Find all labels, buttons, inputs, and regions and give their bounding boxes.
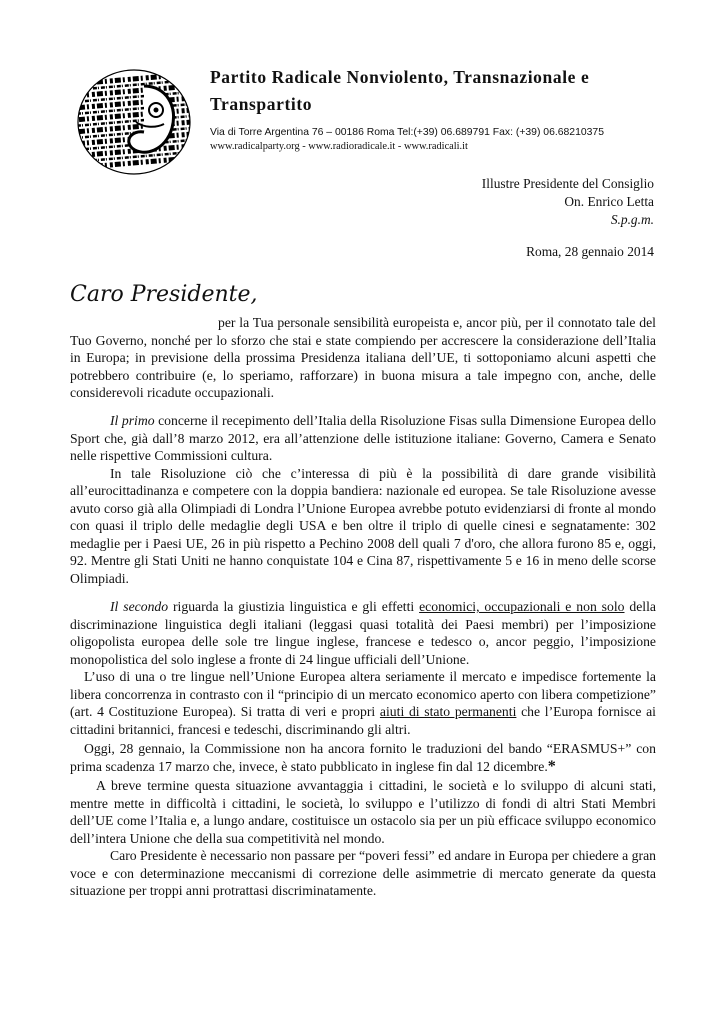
paragraph-5: [70, 668, 656, 738]
paragraph-3: In tale Risoluzione ciò che c’interessa di più è la possibilità di dare grande visibilità all’eurocittadinanza e competere con la doppia bandiera: nazionale ed europea. Se tale Risoluzione avesse avuto corso già alla Olimpiadi di Londra l’Unione Europea avrebbe potuto evidenziarsi di fronte al mondo con quasi il triplo delle medaglie degli USA e ben oltre il triplo di quelle cinesi e segnatamente: 302 medaglie per i Paesi UE, 26 in più rispetto a Pechino 2008 dell quali 7 d'oro, che allora furono 85 e, oggi, 92. Mentre gli Stati Uniti ne hanno conquistate 104 e Cina 87, rispettivamente 5 e 16 in meno delle scorse Olimpiadi.: [70, 465, 656, 586]
lead-second: Il secondo: [110, 599, 169, 614]
organization-websites: www.radicalparty.org - www.radioradicale.it - www.radicali.it: [210, 141, 468, 152]
paragraph-intro: [70, 314, 656, 402]
paragraph-group-language: [70, 598, 656, 900]
recipient-name: On. Enrico Letta: [564, 194, 654, 209]
paragraph-group-sport: [70, 412, 656, 587]
recipient-block: [482, 175, 654, 229]
paragraph-6-text: Oggi, 28 gennaio, la Commissione non ha ancora fornito le traduzioni del bando “ERASMUS+” con prima scadenza 17 marzo che, invece, è stato pubblicato in inglese fin dal 12 dicembre.: [70, 741, 656, 774]
paragraph-4-text-b: della discriminazione linguistica degli italiani (leggasi quasi totalità dei Paesi membri) per l’imposizione oligopolista europea delle sole tre lingue inglese, francese e tedesco o, ancor peggio, l’imposizione monopolistica del solo inglese a fronte di 24 lingue ufficiali dell’Unione.: [70, 599, 656, 667]
footnote-star: *: [547, 757, 556, 775]
paragraph-5-text-b: che l’Europa fornisce ai cittadini britannici, francesi e tedeschi, discriminando gli altri.: [70, 704, 656, 737]
letter-date: Roma, 28 gennaio 2014: [526, 244, 654, 259]
paragraph-4: [70, 598, 656, 668]
lead-first: Il primo: [110, 413, 155, 428]
salutation-text: Caro Presidente,: [70, 282, 258, 307]
organization-address: Via di Torre Argentina 76 – 00186 Roma Tel:(+39) 06.689791 Fax: (+39) 06.68210375: [210, 127, 604, 138]
handwritten-salutation: [70, 275, 258, 311]
paragraph-2-text: concerne il recepimento dell’Italia della Risoluzione Fisas sulla Dimensione Europea dello Sport che, già dall’8 marzo 2012, era all’attenzione delle istituzione italiane: Governo, Camera e Senato nelle rispettive Commissioni cultura.: [70, 413, 656, 463]
recipient-honorific: S.p.g.m.: [610, 212, 654, 227]
radical-party-logo-icon: [74, 66, 192, 178]
paragraph-4-underlined: economici, occupazionali e non solo: [419, 599, 625, 614]
paragraph-2: [70, 412, 656, 465]
paragraph-1: per la Tua personale sensibilità europeista e, ancor più, per il connotato tale del Tuo Governo, nonché per lo sforzo che stai e state compiendo per accrescere la considerazione dell’Italia in Europa; in previsione della prossima Presidenza italiana dell’UE, ti sottoponiamo alcuni aspetti che potrebbero contribuire (e, lo speriamo, rafforzare) in buona misura a tale impegno con, anche, delle considerevoli ricadute occupazionali.: [70, 315, 656, 400]
paragraph-6: [70, 740, 656, 775]
paragraph-5-text-a: L’uso di una o tre lingue nell’Unione Europea altera seriamente il mercato e impedisce fortemente la libera concorrenza in contrasto con il “principio di un mercato economico aperto con libera competizione” (art. 4 Costituzione Europea). Si tratta di veri e propri: [70, 669, 656, 719]
paragraph-5-underlined: aiuti di stato permanenti: [379, 704, 517, 719]
recipient-title: Illustre Presidente del Consiglio: [481, 176, 654, 191]
organization-name: Partito Radicale Nonviolento, Transnazionale e Transpartito: [210, 67, 590, 114]
paragraph-8: Caro Presidente è necessario non passare per “poveri fessi” ed andare in Europa per chiedere a gran voce e con determinazione meccanismi di correzione delle asimmetrie di mercato generate da questa situazione per troppi anni protrattasi discriminatamente.: [70, 848, 656, 898]
paragraph-7: A breve termine questa situazione avvantaggia i cittadini, le società e lo sviluppo di alcuni stati, mentre mette in difficoltà i cittadini, le società, lo sviluppo e l’utilizzo di fondi di altri Stati Membri dell’UE come l’Italia e, a lungo andare, costituisce un ostacolo sia per un più efficace sviluppo economico dell’intera Unione che della sua competitività nel mondo.: [70, 778, 656, 846]
paragraph-4-text-a: riguarda la giustizia linguistica e gli effetti: [168, 599, 420, 614]
